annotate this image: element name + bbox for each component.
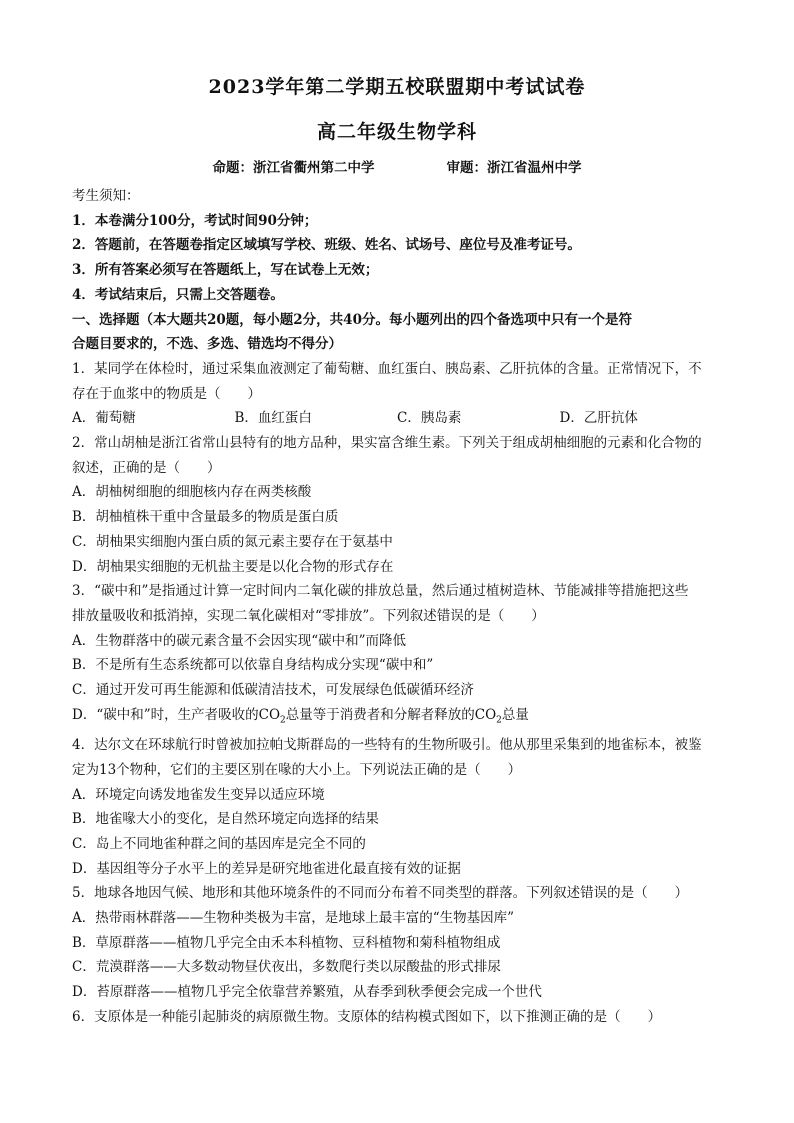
- option-c: C．荒漠群落——大多数动物昼伏夜出，多数爬行类以尿酸盐的形式排尿: [72, 959, 501, 976]
- question-stem: 存在于血浆中的物质是（ ）: [72, 385, 261, 402]
- question-stem: 2．常山胡柚是浙江省常山县特有的地方品种，果实富含维生素。下列关于组成胡柚细胞的元素和化合物的: [72, 435, 702, 452]
- option-c: C．通过开发可再生能源和低碳清洁技术，可发展绿色低碳循环经济: [72, 682, 474, 699]
- question-stem: 1．某同学在体检时，通过采集血液测定了葡萄糖、血红蛋白、胰岛素、乙肝抗体的含量。正常情况下，不: [72, 360, 702, 377]
- question-5: [72, 881, 722, 1005]
- question-stem: 定为13个物种，它们的主要区别在喙的大小上。下列说法正确的是（ ）: [72, 761, 522, 778]
- question-1: [72, 357, 722, 431]
- byline: [72, 156, 722, 176]
- question-stem: 6．支原体是一种能引起肺炎的病原微生物。支原体的结构模式图如下，以下推测正确的是（ ）: [72, 1008, 662, 1025]
- option-d: D．基因组等分子水平上的差异是研究地雀进化最直接有效的证据: [72, 860, 461, 877]
- question-stem: 4．达尔文在环球航行时曾被加拉帕戈斯群岛的一些特有的生物所吸引。他从那里采集到的地雀标本，被鉴: [72, 737, 702, 754]
- exam-title: 2023学年第二学期五校联盟期中考试试卷: [208, 76, 586, 98]
- option-c: C．胰岛素: [397, 410, 462, 427]
- option-a: A．葡萄糖: [72, 410, 136, 427]
- reviewer-label: 审题：浙江省温州中学: [446, 160, 582, 176]
- option-d: D．乙肝抗体: [559, 410, 638, 427]
- question-stem: 排放量吸收和抵消掉，实现二氧化碳相对“零排放”。下列叙述错误的是（ ）: [72, 607, 545, 624]
- option-a: A．生物群落中的碳元素含量不会因实现“碳中和”而降低: [72, 632, 407, 649]
- notice-item-3: 3．所有答案必须写在答题纸上，写在试卷上无效；: [72, 262, 379, 279]
- option-b: B．不是所有生态系统都可以依靠自身结构成分实现“碳中和”: [72, 657, 434, 674]
- option-b: B．血红蛋白: [234, 410, 312, 427]
- question-6: [72, 1005, 722, 1030]
- question-stem: 5．地球各地因气候、地形和其他环境条件的不同而分布着不同类型的群落。下列叙述错误的是（ ）: [72, 885, 689, 902]
- option-d: D．“碳中和”时，生产者吸收的$CO_2$总量等于消费者和分解者释放的$CO_2$总量: [72, 706, 529, 726]
- question-stem: 叙述，正确的是（ ）: [72, 459, 221, 476]
- notice-item-1: 1．本卷满分100分，考试时间90分钟；: [72, 212, 318, 229]
- option-b: B．胡柚植株干重中含量最多的物质是蛋白质: [72, 509, 339, 526]
- question-2: [72, 431, 722, 579]
- notice-item-2: 2．答题前，在答题卷指定区域填写学校、班级、姓名、试场号、座位号及准考证号。: [72, 237, 581, 254]
- notice-heading: 考生须知：: [72, 188, 140, 204]
- option-b: B．地雀喙大小的变化，是自然环境定向选择的结果: [72, 811, 379, 828]
- question-4: [72, 733, 722, 881]
- notice: [72, 184, 722, 308]
- question-3: [72, 579, 722, 733]
- option-a: A．胡柚树细胞的细胞核内存在两类核酸: [72, 484, 312, 501]
- notice-item-4: 4．考试结束后，只需上交答题卷。: [72, 286, 284, 303]
- section-heading: 一、选择题（本大题共20题，每小题2分，共40分。每小题列出的四个备选项中只有一个是符 合题目要求的，不选、多选、错选均不得分）: [72, 311, 632, 353]
- option-a: A．热带雨林群落——生物种类极为丰富，是地球上最丰富的“生物基因库”: [72, 910, 515, 927]
- option-a: A．环境定向诱发地雀发生变异以适应环境: [72, 786, 325, 803]
- option-row: [72, 406, 722, 431]
- exam-subtitle: 高二年级生物学科: [316, 121, 477, 143]
- option-d: D．苔原群落——植物几乎完全依靠营养繁殖，从春季到秋季便会完成一个世代: [72, 984, 542, 1001]
- option-d: D．胡柚果实细胞的无机盐主要是以化合物的形式存在: [72, 558, 394, 575]
- option-c: C．岛上不同地雀种群之间的基因库是完全不同的: [72, 835, 366, 852]
- option-c: C．胡柚果实细胞内蛋白质的氮元素主要存在于氨基中: [72, 533, 393, 550]
- author-label: 命题：浙江省衢州第二中学: [212, 160, 375, 176]
- exam-page: [72, 68, 722, 1030]
- question-stem: 3．“碳中和”是指通过计算一定时间内二氧化碳的排放总量，然后通过植树造林、节能减排等措施把这些: [72, 583, 689, 600]
- option-b: B．草原群落——植物几乎完全由禾本科植物、豆科植物和菊科植物组成: [72, 934, 501, 951]
